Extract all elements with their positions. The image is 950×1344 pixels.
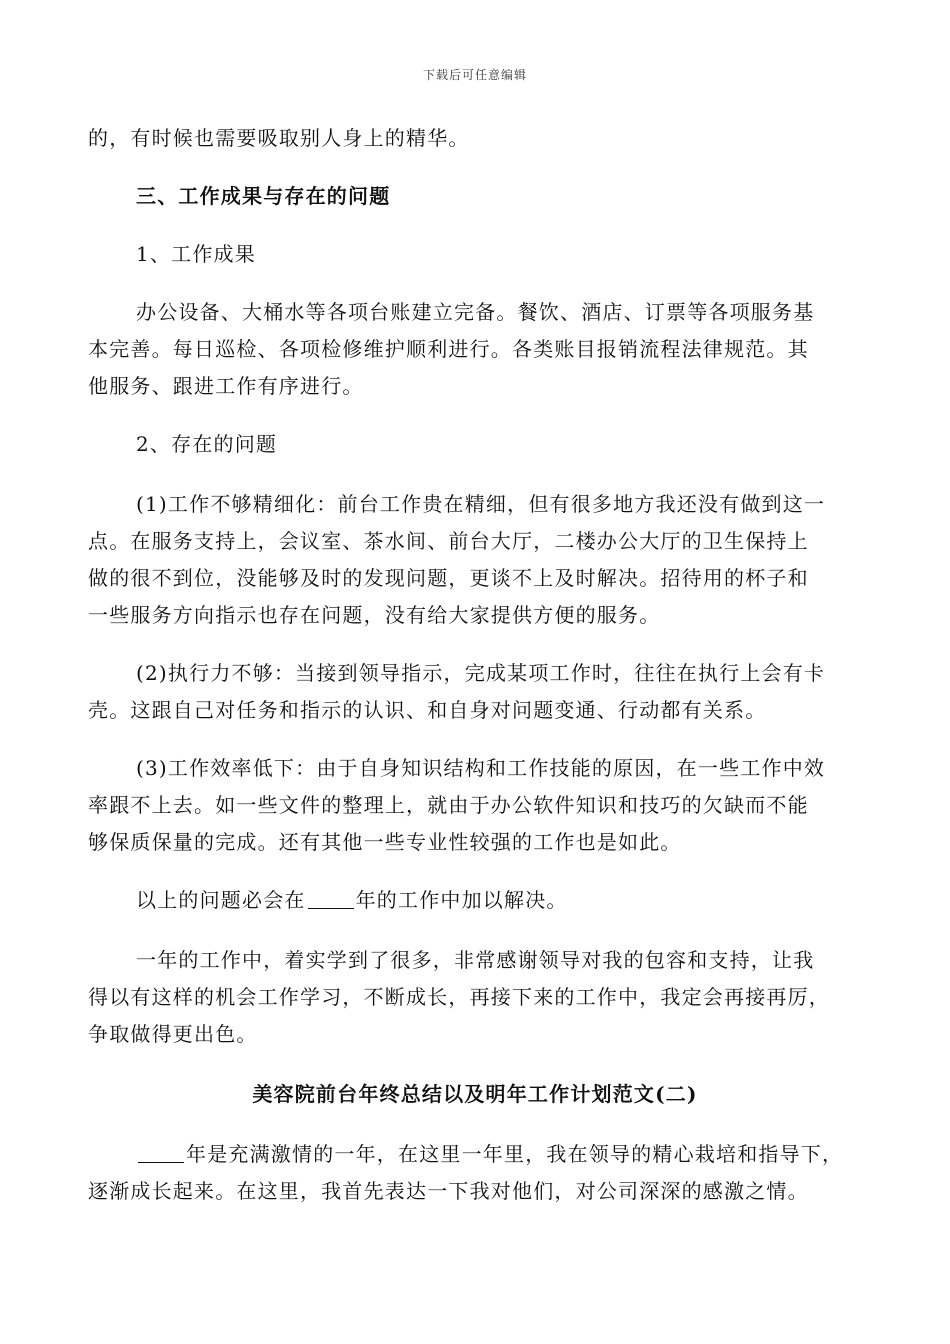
fill-in-blank — [138, 1142, 184, 1163]
fill-in-blank — [308, 888, 354, 909]
body-line: (3)工作效率低下：由于自身知识结构和工作技能的原因，在一些工作中效 — [136, 756, 826, 780]
body-line: 一年的工作中，着实学到了很多，非常感谢领导对我的包容和支持，让我 — [136, 948, 815, 972]
body-line: 壳。这跟自己对任务和指示的认识、和自身对问题变通、行动都有关系。 — [88, 698, 767, 722]
header-note: 下载后可任意编辑 — [422, 68, 527, 82]
body-line: 够保质保量的完成。还有其他一些专业性较强的工作也是如此。 — [88, 830, 682, 854]
body-line: 他服务、跟进工作有序进行。 — [88, 374, 364, 398]
body-line: 一些服务方向指示也存在问题，没有给大家提供方便的服务。 — [88, 603, 661, 627]
body-line: (2)执行力不够：当接到领导指示，完成某项工作时，往往在执行上会有卡 — [136, 661, 826, 685]
body-line: (1)工作不够精细化：前台工作贵在精细，但有很多地方我还没有做到这一 — [136, 492, 826, 516]
body-line — [136, 884, 568, 916]
text-segment: 年的工作中加以解决。 — [355, 888, 568, 912]
subsection-heading: 1、工作成果 — [136, 242, 256, 266]
body-line — [136, 1138, 843, 1170]
body-line: 得以有这样的机会工作学习，不断成长，再接下来的工作中，我定会再接再厉， — [88, 985, 830, 1009]
body-line: 逐渐成长起来。在这里，我首先表达一下我对他们，对公司深深的感激之情。 — [88, 1179, 809, 1203]
subsection-heading: 2、存在的问题 — [136, 432, 278, 456]
text-segment: 年是充满激情的一年，在这里一年里，我在领导的精心栽培和指导下， — [186, 1142, 844, 1166]
body-line: 点。在服务支持上，会议室、茶水间、前台大厅，二楼办公大厅的卫生保持上 — [88, 529, 809, 553]
body-line: 本完善。每日巡检、各项检修维护顺利进行。各类账目报销流程法律规范。其 — [88, 337, 809, 361]
body-line: 办公设备、大桶水等各项台账建立完备。餐饮、酒店、订票等各项服务基 — [136, 300, 815, 324]
body-line: 率跟不上去。如一些文件的整理上，就由于办公软件知识和技巧的欠缺而不能 — [88, 793, 809, 817]
document-title: 美容院前台年终总结以及明年工作计划范文(二) — [252, 1082, 698, 1106]
body-line: 的，有时候也需要吸取别人身上的精华。 — [88, 126, 470, 150]
body-line: 做的很不到位，没能够及时的发现问题，更谈不上及时解决。招待用的杯子和 — [88, 566, 809, 590]
body-line: 争取做得更出色。 — [88, 1022, 258, 1046]
text-segment: 以上的问题必会在 — [136, 888, 306, 912]
section-heading: 三、工作成果与存在的问题 — [136, 184, 391, 208]
